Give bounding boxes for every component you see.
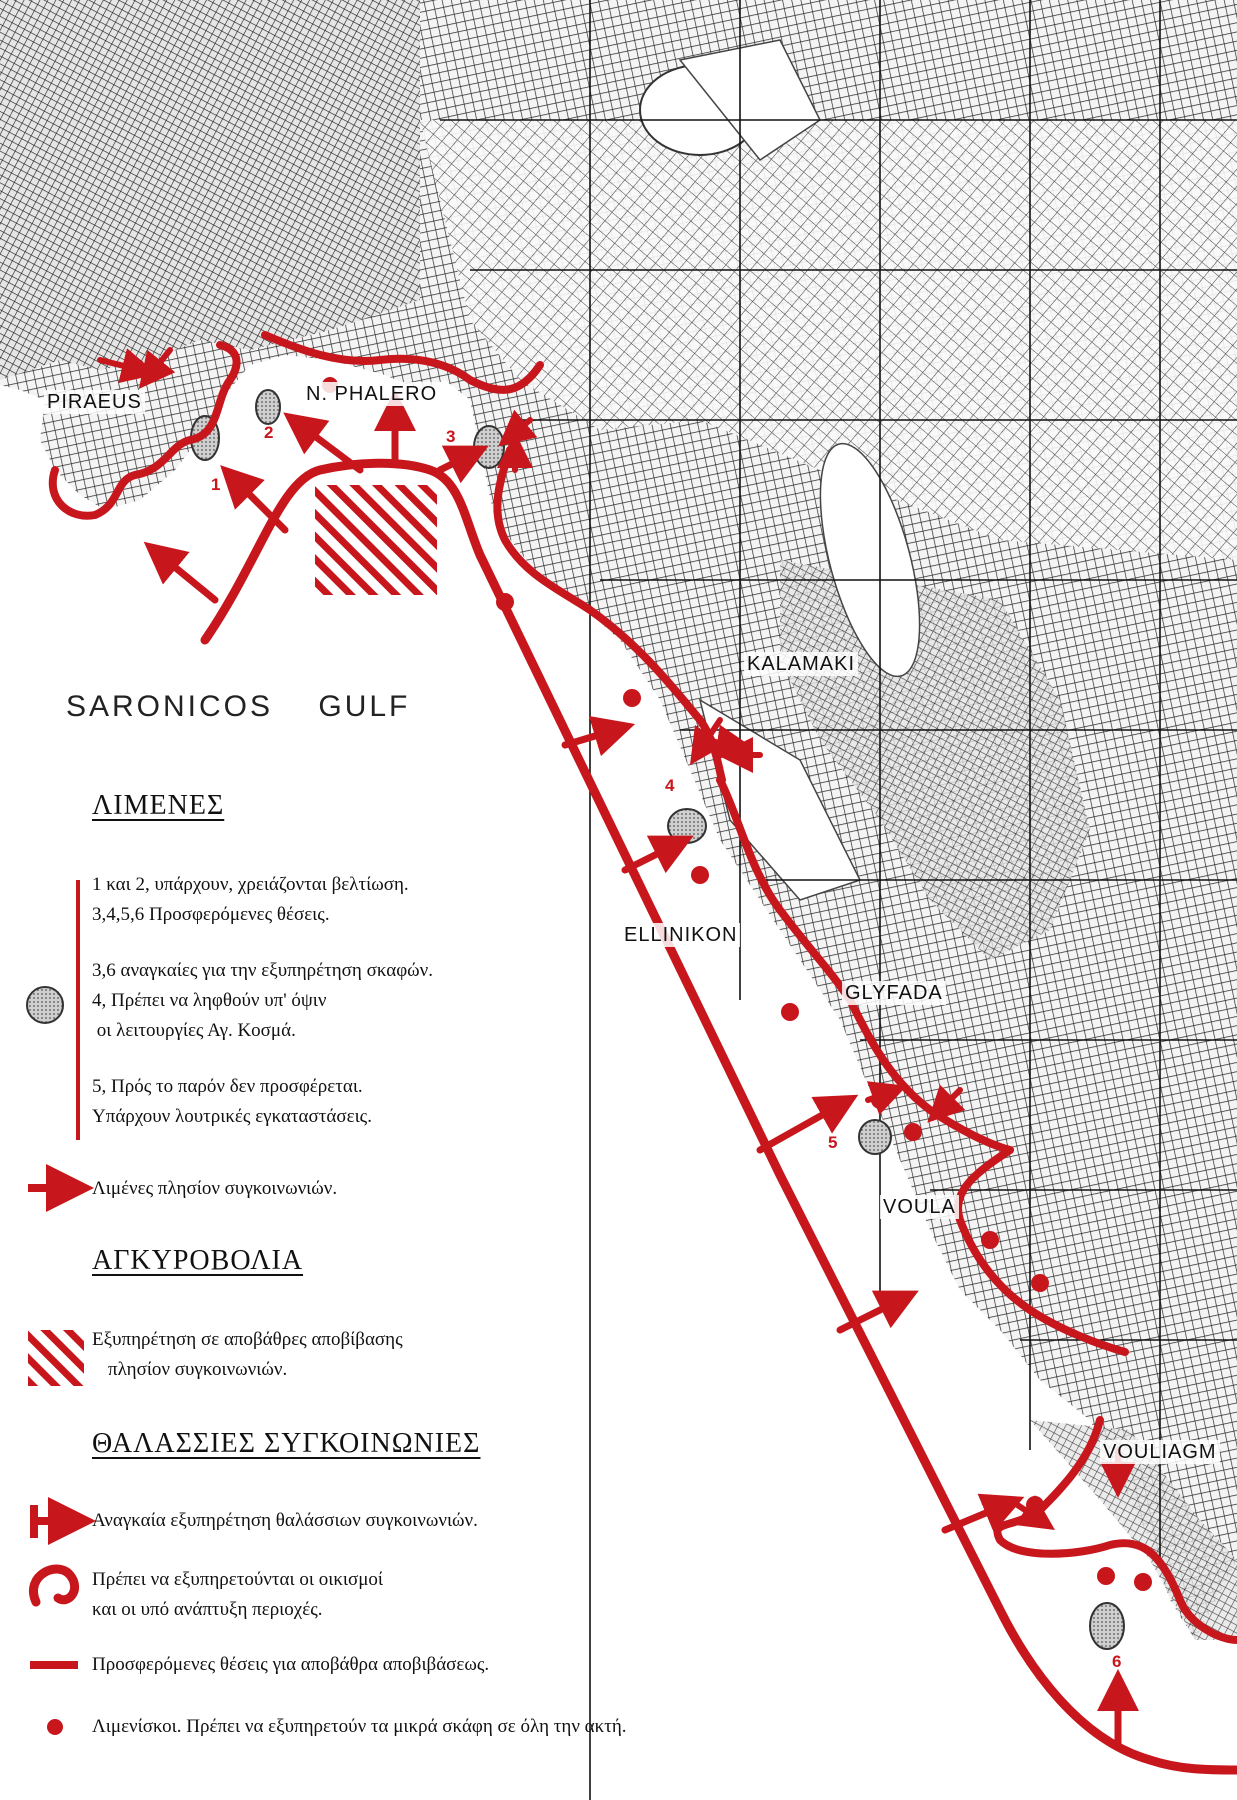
legend-heading-anchorage: ΑΓΚΥΡΟΒΟΛΙΑ bbox=[92, 1245, 304, 1276]
harbour-number-3: 3 bbox=[446, 427, 456, 446]
label-ellinikon: ELLINIKON bbox=[621, 923, 740, 947]
harbour-5 bbox=[859, 1120, 891, 1154]
legend-arrow-text: Λιμένες πλησίον συγκοινωνιών. bbox=[92, 1178, 338, 1199]
legend-curve-line-2: και οι υπό ανάπτυξη περιοχές. bbox=[92, 1599, 323, 1620]
label-vouliagmeni: VOULIAGM bbox=[1100, 1440, 1220, 1464]
harbour-number-2: 2 bbox=[264, 423, 274, 442]
legend-ports-line-6: 5, Πρός το παρόν δεν προσφέρεται. bbox=[92, 1076, 363, 1097]
legend-route-text: Αναγκαία εξυπηρέτηση θαλάσσιων συγκοινωνιών. bbox=[92, 1510, 478, 1531]
legend-anchorage-line-1: Εξυπηρέτηση σε αποβάθρες αποβίβασης bbox=[92, 1329, 403, 1350]
legend-anchorage-text bbox=[92, 1325, 403, 1385]
legend-line-text: Προσφερόμενες θέσεις για αποβάθρα αποβιβάσεως. bbox=[92, 1654, 490, 1675]
legend-symbols bbox=[27, 880, 84, 1735]
legend-ports-line-2: 3,4,5,6 Προσφερόμενες θέσεις. bbox=[92, 904, 330, 925]
harbour-4 bbox=[668, 809, 706, 843]
legend-heading-ports: ΛΙΜΕΝΕΣ bbox=[92, 790, 225, 821]
harbour-2 bbox=[256, 390, 280, 424]
anchorage-hatch-area bbox=[315, 485, 437, 595]
label-piraeus: PIRAEUS bbox=[44, 390, 145, 414]
legend-ports-line-5: οι λειτουργίες Αγ. Κοσμά. bbox=[92, 1020, 296, 1041]
label-kalamaki: KALAMAKI bbox=[744, 652, 858, 676]
harbour-number-1: 1 bbox=[211, 475, 221, 494]
legend-ports-line-4: 4, Πρέπει να ληφθούν υπ' όψιν bbox=[92, 990, 327, 1011]
legend-dot-icon bbox=[47, 1719, 63, 1735]
legend-hatch-icon bbox=[28, 1330, 84, 1386]
label-saronic-gulf: SARONICOS GULF bbox=[66, 690, 411, 723]
legend-ports-line-3: 3,6 αναγκαίες για την εξυπηρέτηση σκαφών. bbox=[92, 960, 434, 981]
label-voula: VOULA bbox=[880, 1195, 959, 1219]
legend-harbour-icon bbox=[27, 987, 63, 1023]
legend-ports-line-1: 1 και 2, υπάρχουν, χρειάζονται βελτίωση. bbox=[92, 874, 409, 895]
harbour-number-6: 6 bbox=[1112, 1652, 1122, 1671]
legend-curve-icon bbox=[33, 1569, 74, 1602]
label-phaleron: N. PHALERO bbox=[303, 382, 440, 406]
harbour-number-5: 5 bbox=[828, 1133, 838, 1152]
legend-curve-text bbox=[92, 1565, 383, 1625]
label-glyfada: GLYFADA bbox=[842, 981, 946, 1005]
legend-route-icon bbox=[34, 1505, 72, 1538]
harbour-3 bbox=[474, 426, 504, 468]
legend-heading-sea-transport: ΘΑΛΑΣΣΙΕΣ ΣΥΓΚΟΙΝΩΝΙΕΣ bbox=[92, 1428, 481, 1459]
legend-dot-text: Λιμενίσκοι. Πρέπει να εξυπηρετούν τα μικρά σκάφη σε όλη την ακτή. bbox=[92, 1716, 627, 1737]
harbour-6 bbox=[1090, 1603, 1124, 1649]
harbour-number-4: 4 bbox=[665, 776, 675, 795]
legend-anchorage-line-2: πλησίον συγκοινωνιών. bbox=[108, 1359, 288, 1380]
legend-ports-line-7: Υπάρχουν λουτρικές εγκαταστάσεις. bbox=[92, 1106, 372, 1127]
legend-curve-line-1: Πρέπει να εξυπηρετούνται οι οικισμοί bbox=[92, 1569, 384, 1590]
legend-ports-text bbox=[92, 870, 433, 1132]
